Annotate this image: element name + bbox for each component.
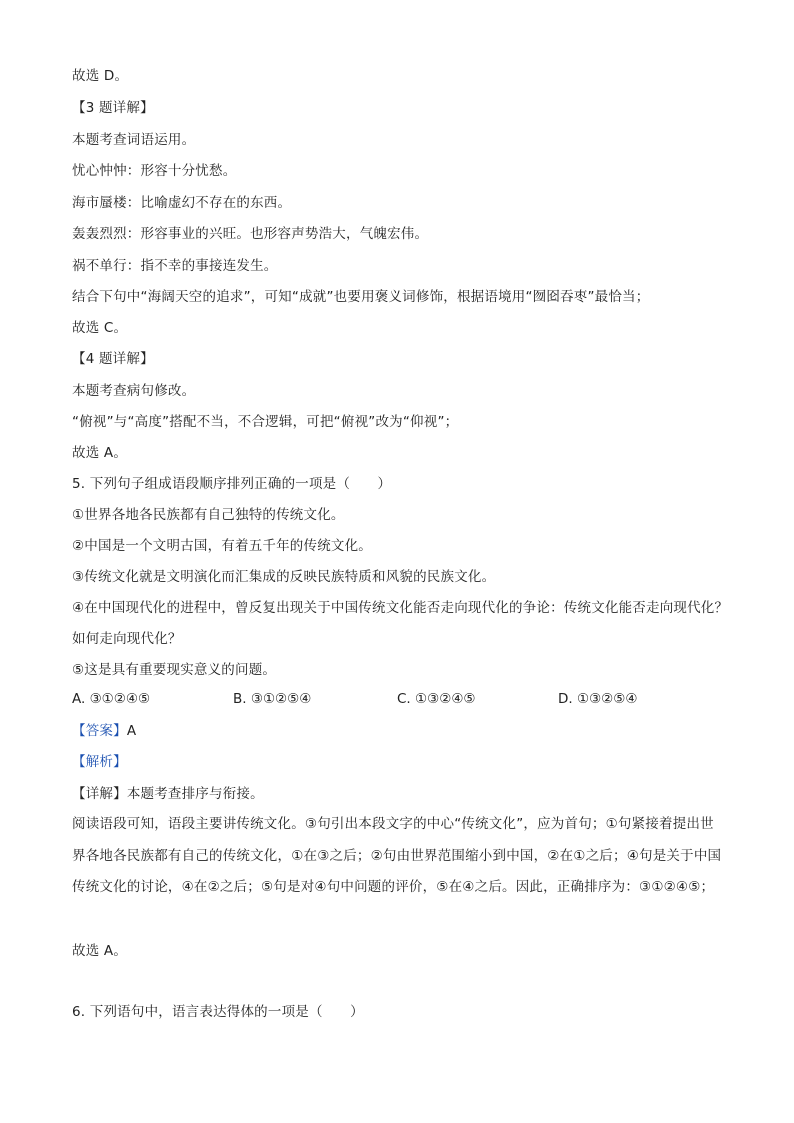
q3-line: 结合下句中“海阔天空的追求”，可知“成就”也要用褒义词修饰，根据语境用“囫囵吞枣”最恰当； bbox=[72, 289, 650, 305]
q5-item-5: ⑤这是具有重要现实意义的问题。 bbox=[72, 662, 277, 678]
q4-line: “俯视”与“高度”搭配不当，不合逻辑，可把“俯视”改为“仰视”； bbox=[72, 414, 459, 430]
q5-item-1: ①世界各地各民族都有自己独特的传统文化。 bbox=[72, 507, 345, 523]
q6-stem: 6. 下列语句中，语言表达得体的一项是（ ） bbox=[72, 1004, 364, 1020]
answer-line bbox=[72, 722, 136, 740]
q4-detail-header: 【4 题详解】 bbox=[72, 351, 154, 367]
q3-conclusion: 故选 C。 bbox=[72, 320, 128, 336]
q3-line: 忧心忡忡：形容十分忧愁。 bbox=[72, 163, 237, 179]
q5-item-2: ②中国是一个文明古国，有着五千年的传统文化。 bbox=[72, 538, 373, 554]
q5-item-4-cont: 如何走向现代化？ bbox=[72, 631, 182, 647]
option-b: B. ③①②⑤④ bbox=[233, 691, 312, 707]
option-c: C. ①③②④⑤ bbox=[397, 691, 476, 707]
q3-detail-header: 【3 题详解】 bbox=[72, 100, 154, 116]
q5-item-4: ④在中国现代化的进程中，曾反复出现关于中国传统文化能否走向现代化的争论：传统文化能否走向现代化？ bbox=[72, 600, 729, 616]
q4-conclusion: 故选 A。 bbox=[72, 445, 128, 461]
q4-line: 本题考查病句修改。 bbox=[72, 383, 196, 399]
q3-line: 本题考查词语运用。 bbox=[72, 132, 196, 148]
answer-d-line: 故选 D。 bbox=[72, 68, 129, 84]
q3-line: 海市蜃楼：比喻虚幻不存在的东西。 bbox=[72, 195, 292, 211]
answer-label: 【答案】 bbox=[72, 723, 127, 739]
reasoning-paragraph: 阅读语段可知，语段主要讲传统文化。③句引出本段文字的中心“传统文化”，应为首句；①句紧接着提出世界各地各民族都有自己的传统文化，①在③之后；②句由世界范围缩小到中国，②在①之后；④句是关于中国传统文化的讨论，④在②之后；⑤句是对④句中问题的评价，⑤在④之后。因此，正确排序为：③①②④⑤； bbox=[72, 816, 722, 895]
option-d: D. ①③②⑤④ bbox=[558, 691, 638, 707]
q3-line: 轰轰烈烈：形容事业的兴旺。也形容声势浩大，气魄宏伟。 bbox=[72, 226, 429, 242]
detail-label: 【详解】 bbox=[72, 786, 127, 802]
detail-line bbox=[72, 785, 264, 803]
q5-stem: 5. 下列句子组成语段顺序排列正确的一项是（ ） bbox=[72, 476, 392, 492]
q5-options bbox=[72, 690, 722, 710]
detail-text: 本题考查排序与衔接。 bbox=[126, 786, 264, 802]
analysis-label: 【解析】 bbox=[72, 754, 127, 770]
option-a: A. ③①②④⑤ bbox=[72, 691, 151, 707]
q5-item-3: ③传统文化就是文明演化而汇集成的反映民族特质和风貌的民族文化。 bbox=[72, 569, 496, 585]
q5-conclusion: 故选 A。 bbox=[72, 943, 128, 959]
answer-value: A bbox=[126, 723, 137, 739]
q3-line: 祸不单行：指不幸的事接连发生。 bbox=[72, 258, 278, 274]
